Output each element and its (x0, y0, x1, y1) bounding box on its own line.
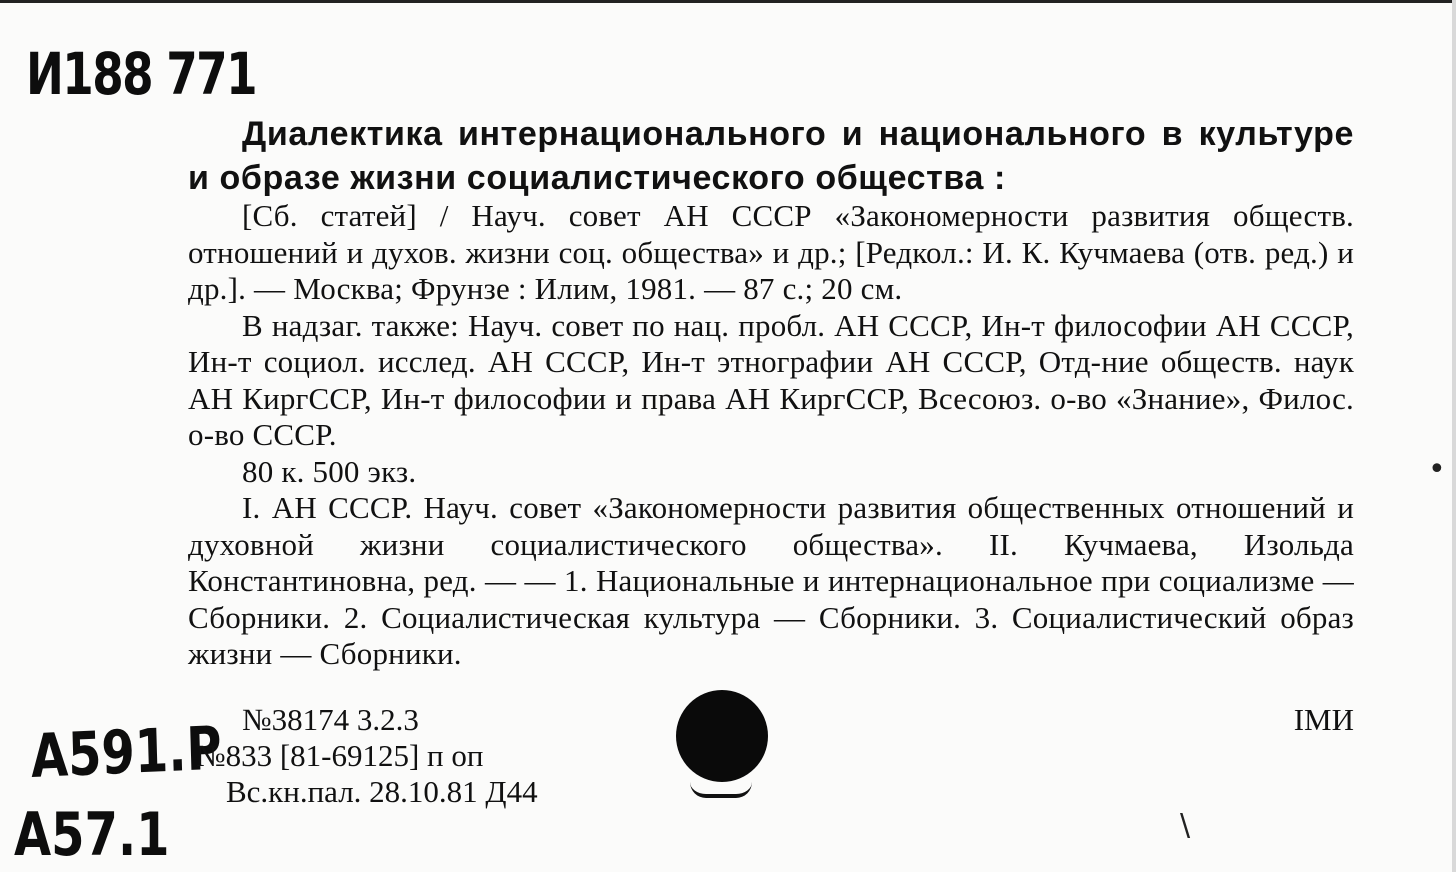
order-number: №833 [81-69125] п оп (196, 738, 484, 773)
handwritten-shelfmark-bottom-2: А57.1 (14, 800, 170, 870)
record-number: №38174 3.2.3 (242, 702, 419, 737)
card-top-edge (0, 0, 1456, 3)
book-title: Диалектика интернационального и национального в культуре и образе жизни социалистического общества : (188, 115, 1354, 197)
handwritten-shelfmark-bottom-1: А591.Р (30, 713, 223, 792)
note-paragraph: В надзаг. также: Науч. совет по нац. пробл. АН СССР, Ин-т философии АН СССР, Ин-т социол. исслед. АН СССР, Ин-т этнографии АН СССР, Отд-ние обществ. наук АН КиргССР, Ин-т философии и права АН КиргССР, Всесоюз. о-во «Знание», Филос. о-во СССР. (188, 307, 1354, 452)
punch-hole (676, 690, 768, 782)
card-right-edge (1452, 0, 1456, 872)
chamber-info: Вс.кн.пал. 28.10.81 Д44 (226, 774, 538, 809)
card-body (188, 112, 1354, 673)
tracings-paragraph: I. АН СССР. Науч. совет «Закономерности развития общественных отношений и духовной жизни социалистического общества». II. Кучмаева, Изольда Константиновна, ред. — — 1. Национальные и интернациональное при социализме — Сборники. 2. Социалистическая культура — Сборники. 3. Социалистический образ жизни — Сборники. (188, 490, 1354, 671)
stray-mark: \ (1180, 808, 1191, 843)
card-code: IМИ (1293, 702, 1354, 737)
handwritten-shelfmark-top: И188 771 (26, 40, 257, 108)
punch-hole-shadow (690, 782, 752, 798)
imprint-paragraph: [Сб. статей] / Науч. совет АН СССР «Закономерности развития обществ. отношений и духов. жизни соц. общества» и др.; [Редкол.: И. К. Кучмаева (отв. ред.) и др.]. — Москва; Фрунзе : Илим, 1981. — 87 с.; 20 см. (188, 198, 1354, 306)
stray-mark: • (1428, 452, 1446, 487)
price-paragraph: 80 к. 500 экз. (242, 453, 417, 489)
